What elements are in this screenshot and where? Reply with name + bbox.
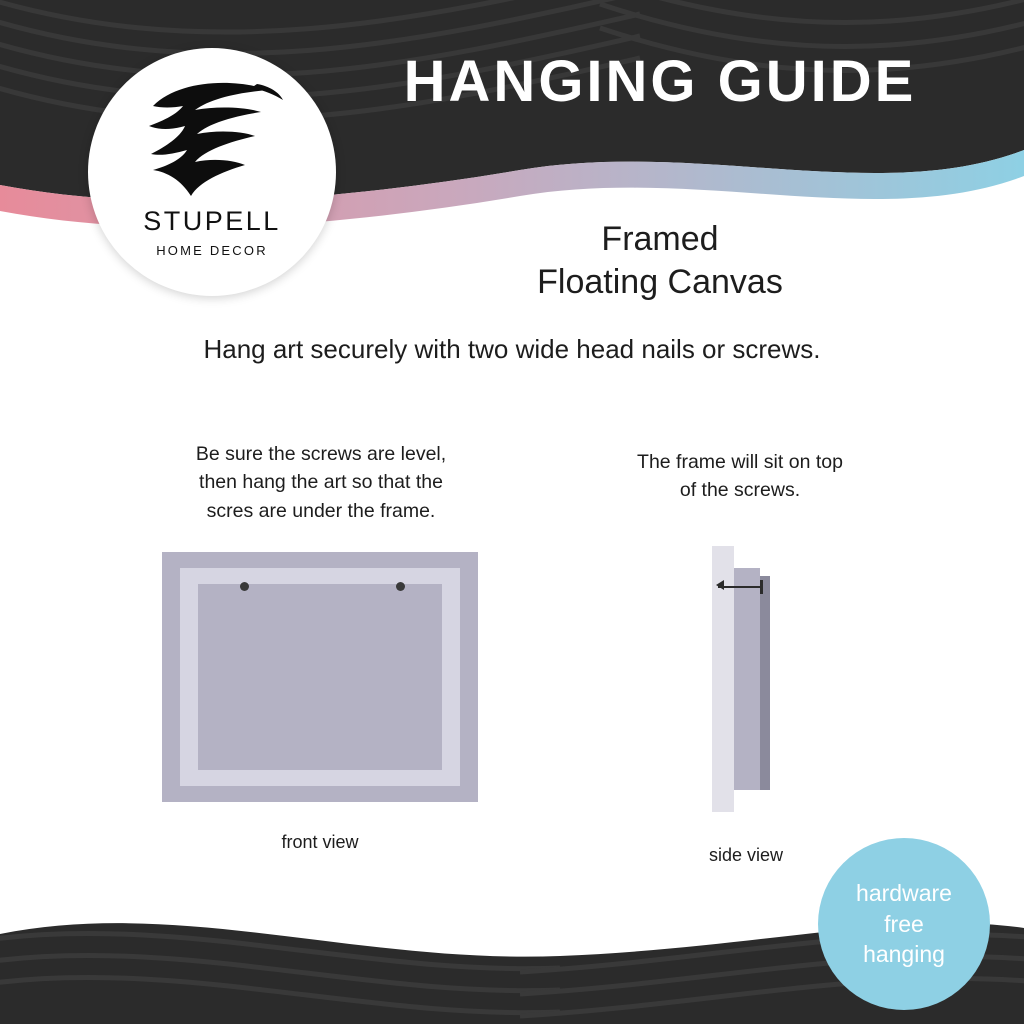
hardware-free-line3: hanging <box>863 941 945 968</box>
side-view-label: side view <box>708 845 784 865</box>
brand-name: STUPELL <box>143 206 281 236</box>
brand-logo-badge <box>88 48 336 296</box>
hardware-free-badge <box>818 838 990 1010</box>
front-view-caption-line2: then hang the art so that the <box>199 471 443 494</box>
front-diagram-screw-left <box>240 582 249 591</box>
hardware-free-line2: free <box>884 910 924 937</box>
brand-subtitle: HOME DECOR <box>156 243 268 258</box>
side-view-caption <box>570 448 910 505</box>
side-diagram-nail <box>718 586 762 588</box>
framed-canvas-side-diagram-icon <box>706 546 796 812</box>
hardware-free-line1: hardware <box>856 880 952 907</box>
instruction-lede: Hang art securely with two wide head nails or screws. <box>203 334 821 364</box>
front-view-label: front view <box>281 832 359 852</box>
side-diagram-frame <box>734 568 760 790</box>
product-title-line2: Floating Canvas <box>537 262 783 301</box>
page-title: HANGING GUIDE <box>403 49 917 114</box>
side-view-caption-line1: The frame will sit on top <box>637 451 843 473</box>
side-diagram-frame-edge <box>760 576 770 790</box>
stupell-swoosh-logo-icon <box>137 76 287 204</box>
side-diagram-arrow-icon <box>716 580 724 590</box>
side-view-caption-line2: of the screws. <box>679 479 801 502</box>
product-title <box>340 218 980 304</box>
front-diagram-canvas <box>198 584 442 770</box>
side-diagram-nail-head <box>760 580 763 594</box>
front-view-caption-line3: scres are under the frame. <box>206 499 436 522</box>
front-view-caption <box>130 440 512 525</box>
product-title-line1: Framed <box>601 220 719 258</box>
front-view-caption-line1: Be sure the screws are level, <box>195 443 447 465</box>
front-diagram-screw-right <box>396 582 405 591</box>
framed-canvas-front-diagram-icon <box>162 552 478 802</box>
